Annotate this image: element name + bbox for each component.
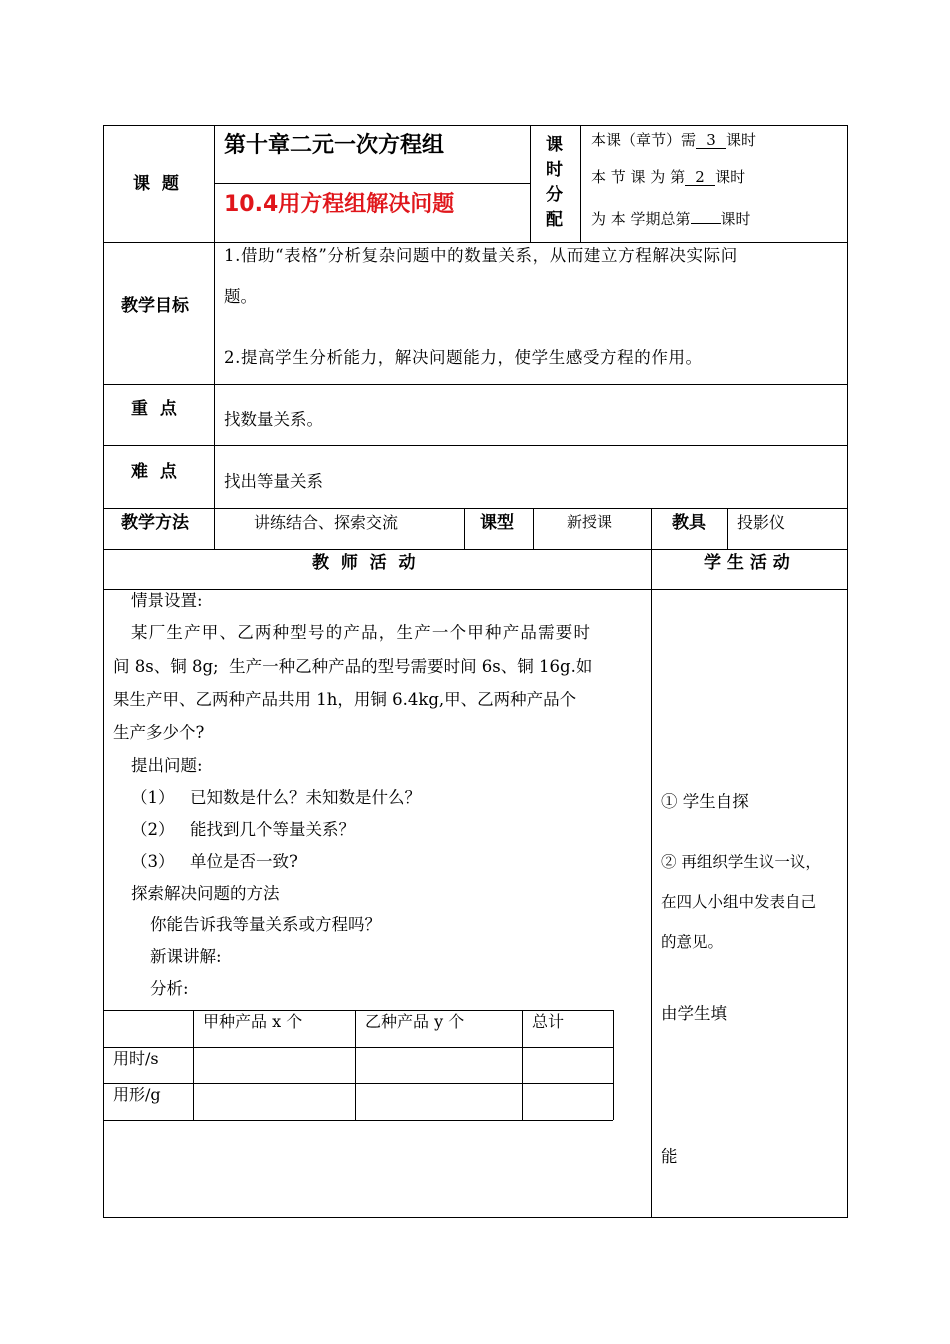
type-label: 课型 [480,513,514,533]
table-row-copper-label: 用形/g [113,1085,161,1104]
problem-line-3: 果生产甲、乙两种产品共用 1h，用铜 6.4kg,甲、乙两种产品个 [113,690,577,709]
student-fill-note: 由学生填 [661,1004,727,1023]
analysis-label: 分析: [150,979,189,998]
new-lesson: 新课讲解: [150,947,222,966]
question-2-num: （2） [131,820,175,839]
question-2: 能找到几个等量关系？ [190,820,355,839]
period-line-1-suffix: 课时 [726,131,757,149]
explore-method: 探索解决问题的方法 [131,884,280,903]
scene-setting: 情景设置: [131,591,203,610]
question-1: 已知数是什么？未知数是什么？ [190,788,421,807]
problem-line-1: 某厂生产甲、乙两种型号的产品，生产一个甲种产品需要时 [131,623,592,642]
period-label-3: 分 [546,185,563,205]
student-step-2-line-3: 的意见。 [661,933,724,951]
teacher-activity-header: 教 师 活 动 [312,553,416,573]
period-line-3-prefix: 为 本 学期总第 [591,210,691,228]
student-step-2-line-1: ② 再组织学生议一议， [661,853,821,871]
difficulty-label: 难 点 [131,462,177,482]
period-label-4: 配 [546,210,563,230]
student-step-1: ① 学生自探 [661,792,749,811]
problem-line-2: 间 8s、铜 8g; 生产一种乙种产品的型号需要时间 6s、铜 16g.如 [113,657,593,676]
method-label: 教学方法 [121,513,189,533]
period-line-2-prefix: 本 节 课 为 第 [591,168,686,186]
period-line-1 [591,133,756,149]
key-point-text: 找数量关系。 [224,410,323,429]
objectives-line-3: 2.提高学生分析能力，解决问题能力，使学生感受方程的作用。 [224,348,703,367]
difficulty-text: 找出等量关系 [224,472,323,491]
question-3-num: （3） [131,852,175,871]
lesson-title: 10.4用方程组解决问题 [224,192,455,217]
objectives-label: 教学目标 [121,296,189,316]
method-value: 讲练结合、探索交流 [254,513,399,532]
question-3: 单位是否一致? [190,852,298,871]
topic-label: 课 题 [133,174,179,194]
objectives-line-1: 1.借助“表格”分析复杂问题中的数量关系，从而建立方程解决实际问 [224,246,738,265]
period-label-2: 时 [546,160,563,180]
period-line-2-value: 2 [685,170,715,186]
period-line-2-suffix: 课时 [715,168,746,186]
period-line-3-value [691,207,721,224]
table-header-a: 甲种产品 x 个 [203,1012,303,1031]
student-activity-header: 学 生 活 动 [704,553,790,573]
table-row-time-label: 用时/s [113,1049,159,1068]
key-point-label: 重 点 [131,399,177,419]
period-line-1-value: 3 [696,133,726,149]
table-header-b: 乙种产品 y 个 [365,1012,465,1031]
question-1-num: （1） [131,788,175,807]
ask-equation: 你能告诉我等量关系或方程吗？ [150,915,381,934]
objectives-line-2: 题。 [224,287,257,306]
chapter-title: 第十章二元一次方程组 [224,133,445,158]
period-line-1-prefix: 本课（章节）需 [591,131,697,149]
tool-label: 教具 [672,513,706,533]
student-can-note: 能 [661,1147,678,1166]
student-step-2-line-2: 在四人小组中发表自己 [661,893,817,911]
type-value: 新授课 [567,513,613,531]
period-line-3 [591,207,751,227]
tool-value: 投影仪 [737,513,786,532]
problem-line-4: 生产多少个? [113,723,205,742]
period-line-2 [591,170,745,186]
period-label-1: 课 [546,135,563,155]
period-line-3-suffix: 课时 [720,210,751,228]
ask-question: 提出问题: [131,756,203,775]
table-header-total: 总计 [532,1012,565,1031]
